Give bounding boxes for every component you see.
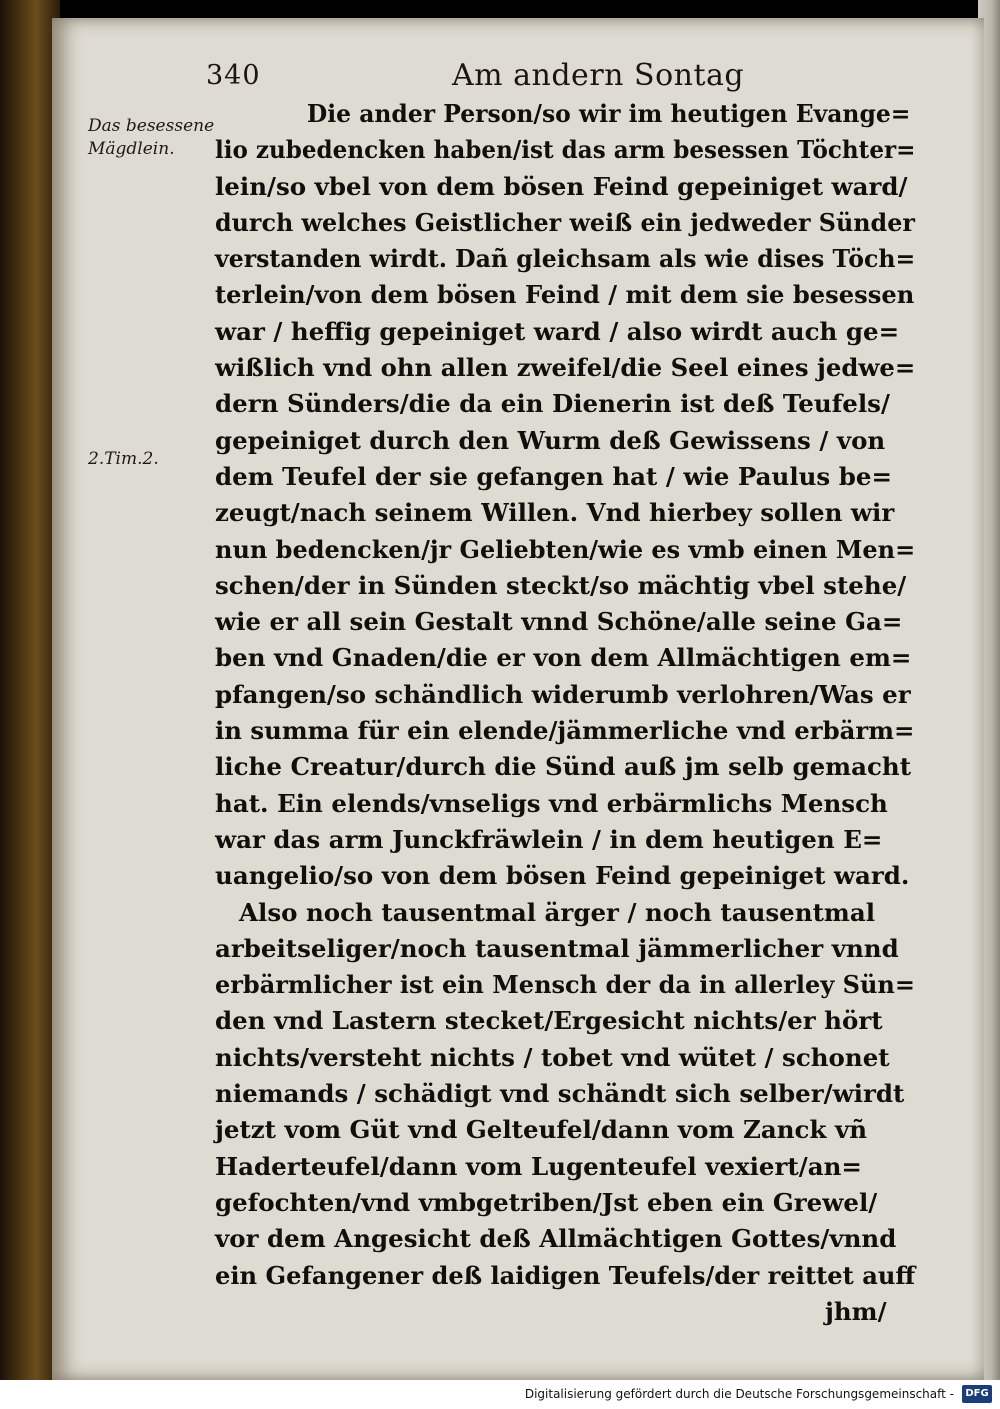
text-line: ein Gefangener deß laidigen Teufels/der reittet auff — [215, 1260, 916, 1290]
text-line: nun bedencken/jr Geliebten/wie es vmb einen Men= — [215, 534, 916, 564]
body-text — [215, 96, 916, 1330]
text-line: vor dem Angesicht deß Allmächtigen Gottes/vnnd — [215, 1224, 897, 1254]
book-binding-edge — [0, 0, 60, 1380]
text-line: war / heffig gepeiniget ward / also wirdt auch ge= — [215, 316, 900, 346]
text-line: jetzt vom Güt vnd Gelteufel/dann vom Zanck vñ — [215, 1115, 868, 1145]
text-line: Haderteufel/dann vom Lugenteufel vexiert/an= — [215, 1151, 862, 1181]
text-line: dern Sünders/die da ein Dienerin ist deß Teufels/ — [215, 389, 890, 419]
text-line: lein/so vbel von dem bösen Feind gepeiniget ward/ — [215, 171, 908, 201]
text-line: Die ander Person/so wir im heutigen Evange= — [306, 99, 911, 128]
text-line: schen/der in Sünden steckt/so mächtig vbel stehe/ — [215, 570, 907, 600]
text-line: wißlich vnd ohn allen zweifel/die Seel eines jedwe= — [215, 353, 916, 383]
text-line: in summa für ein elende/jämmerliche vnd erbärm= — [215, 716, 915, 746]
text-line: pfangen/so schändlich widerumb verlohren/Was er — [215, 679, 911, 709]
text-line: zeugt/nach seinem Willen. Vnd hierbey sollen wir — [215, 498, 895, 528]
text-line: wie er all sein Gestalt vnnd Schöne/alle seine Ga= — [215, 607, 903, 637]
text-line: dem Teufel der sie gefangen hat / wie Paulus be= — [215, 461, 893, 491]
text-line: gefochten/vnd vmbgetriben/Jst eben ein Grewel/ — [215, 1187, 878, 1217]
text-line: hat. Ein elends/vnseligs vnd erbärmlichs Mensch — [215, 788, 888, 818]
text-line: liche Creatur/durch die Sünd auß jm selb gemacht — [215, 752, 912, 782]
text-line: terlein/von dem bösen Feind / mit dem sie besessen — [215, 280, 915, 310]
text-line: erbärmlicher ist ein Mensch der da in allerley Sün= — [215, 970, 916, 1000]
text-line: jhm/ — [825, 1296, 887, 1326]
text-line: arbeitseliger/noch tausentmal jämmerlicher vnnd — [215, 933, 899, 963]
running-head: Am andern Sontag — [452, 58, 745, 93]
dfg-logo: DFG — [962, 1385, 992, 1403]
funding-credit: Digitalisierung gefördert durch die Deutsche Forschungsgemeinschaft - — [524, 1387, 954, 1401]
text-line: nichts/versteht nichts / tobet vnd wütet / schonet — [215, 1042, 890, 1072]
text-line: uangelio/so von dem bösen Feind gepeiniget ward. — [215, 861, 910, 891]
text-line: war das arm Junckfräwlein / in dem heutigen E= — [215, 824, 883, 854]
margin-note-scripture-reference: 2.Tim.2. — [88, 449, 159, 469]
text-line: niemands / schädigt vnd schändt sich selber/wirdt — [215, 1079, 905, 1109]
text-line: den vnd Lastern stecket/Ergesicht nichts/er hört — [215, 1006, 883, 1036]
text-line: durch welches Geistlicher weiß ein jedweder Sünder — [215, 207, 915, 237]
digitization-footer — [0, 1380, 1000, 1409]
text-line: ben vnd Gnaden/die er von dem Allmächtigen em= — [215, 643, 912, 673]
text-line: Also noch tausentmal ärger / noch tausentmal — [239, 897, 875, 927]
page-number: 340 — [206, 60, 261, 91]
text-line: lio zubedencken haben/ist das arm besessen Töchter= — [215, 135, 916, 165]
text-line: verstanden wirdt. Dañ gleichsam als wie dises Töch= — [215, 244, 916, 274]
text-line: gepeiniget durch den Wurm deß Gewissens / von — [215, 425, 886, 455]
margin-note-possessed-maiden: Das besessene Mägdlein. — [88, 116, 215, 159]
